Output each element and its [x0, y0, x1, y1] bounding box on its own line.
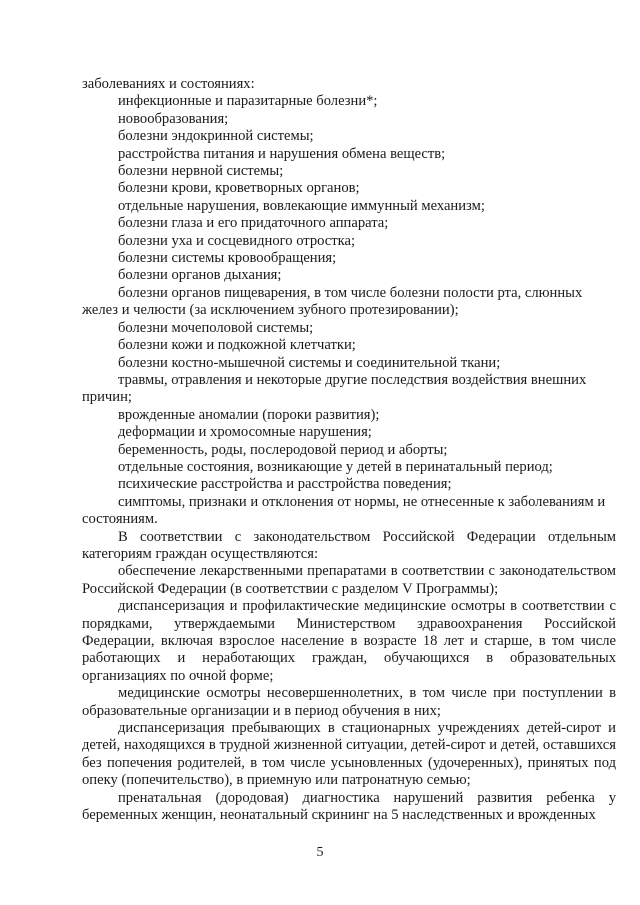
provision-item: обеспечение лекарственными препаратами в соответствии с законодательством Российской Федерации (в соответствии с разделом V Программы);: [82, 563, 616, 597]
provision-item: медицинские осмотры несовершеннолетних, в том числе при поступлении в образовательные организации и в период обучения в них;: [82, 685, 616, 719]
provision-item: диспансеризация пребывающих в стационарных учреждениях детей-сирот и детей, находящихся в трудной жизненной ситуации, детей-сирот и детей, оставшихся без попечения родителей, в том числе усыновленных (удочеренных), принятых под опеку (попечительство), в приемную или патронатную семью;: [82, 720, 616, 789]
provision-item: диспансеризация и профилактические медицинские осмотры в соответствии с порядками, утверждаемыми Министерством здравоохранения Российской Федерации, включая взрослое население в возрасте 18 лет и старше, в том числе работающих и неработающих граждан, обучающихся в образовательных организациях по очной форме;: [82, 598, 616, 684]
condition-item: болезни крови, кроветворных органов;: [118, 180, 360, 197]
condition-item: болезни органов дыхания;: [118, 267, 282, 284]
condition-item: болезни органов пищеварения, в том числе болезни полости рта, слюнных желез и челюсти (за исключением зубного протезировании);: [82, 284, 583, 319]
condition-item: болезни системы кровообращения;: [118, 250, 337, 267]
page-number: 5: [316, 845, 324, 860]
document-body: [82, 76, 616, 824]
condition-item: новообразования;: [118, 110, 229, 127]
intro-paragraph: В соответствии с законодательством Российской Федерации отдельным категориям граждан осуществляются:: [82, 528, 616, 562]
condition-item: травмы, отравления и некоторые другие последствия воздействия внешних причин;: [82, 371, 587, 406]
condition-item: расстройства питания и нарушения обмена веществ;: [118, 145, 446, 162]
condition-item: болезни эндокринной системы;: [118, 128, 314, 145]
condition-item: отдельные нарушения, вовлекающие иммунный механизм;: [118, 197, 485, 214]
condition-item: болезни кожи и подкожной клетчатки;: [118, 337, 356, 354]
condition-item: психические расстройства и расстройства поведения;: [118, 476, 452, 493]
condition-item: симптомы, признаки и отклонения от нормы, не отнесенные к заболеваниям и состояниям.: [82, 493, 606, 528]
condition-item: болезни уха и сосцевидного отростка;: [118, 232, 356, 249]
condition-item: инфекционные и паразитарные болезни*;: [118, 93, 378, 110]
condition-item: болезни мочеполовой системы;: [118, 319, 314, 336]
condition-item: врожденные аномалии (пороки развития);: [118, 406, 380, 423]
condition-item: болезни нервной системы;: [118, 163, 284, 180]
condition-item: болезни глаза и его придаточного аппарата;: [118, 215, 389, 232]
lead-line: заболеваниях и состояниях:: [82, 76, 255, 92]
condition-item: отдельные состояния, возникающие у детей в перинатальный период;: [118, 458, 553, 475]
provision-item: пренатальная (дородовая) диагностика нарушений развития ребенка у беременных женщин, неонатальный скрининг на 5 наследственных и врожденных: [82, 789, 616, 824]
condition-item: беременность, роды, послеродовой период и аборты;: [118, 441, 448, 458]
condition-item: деформации и хромосомные нарушения;: [118, 424, 372, 441]
condition-item: болезни костно-мышечной системы и соединительной ткани;: [118, 354, 501, 371]
